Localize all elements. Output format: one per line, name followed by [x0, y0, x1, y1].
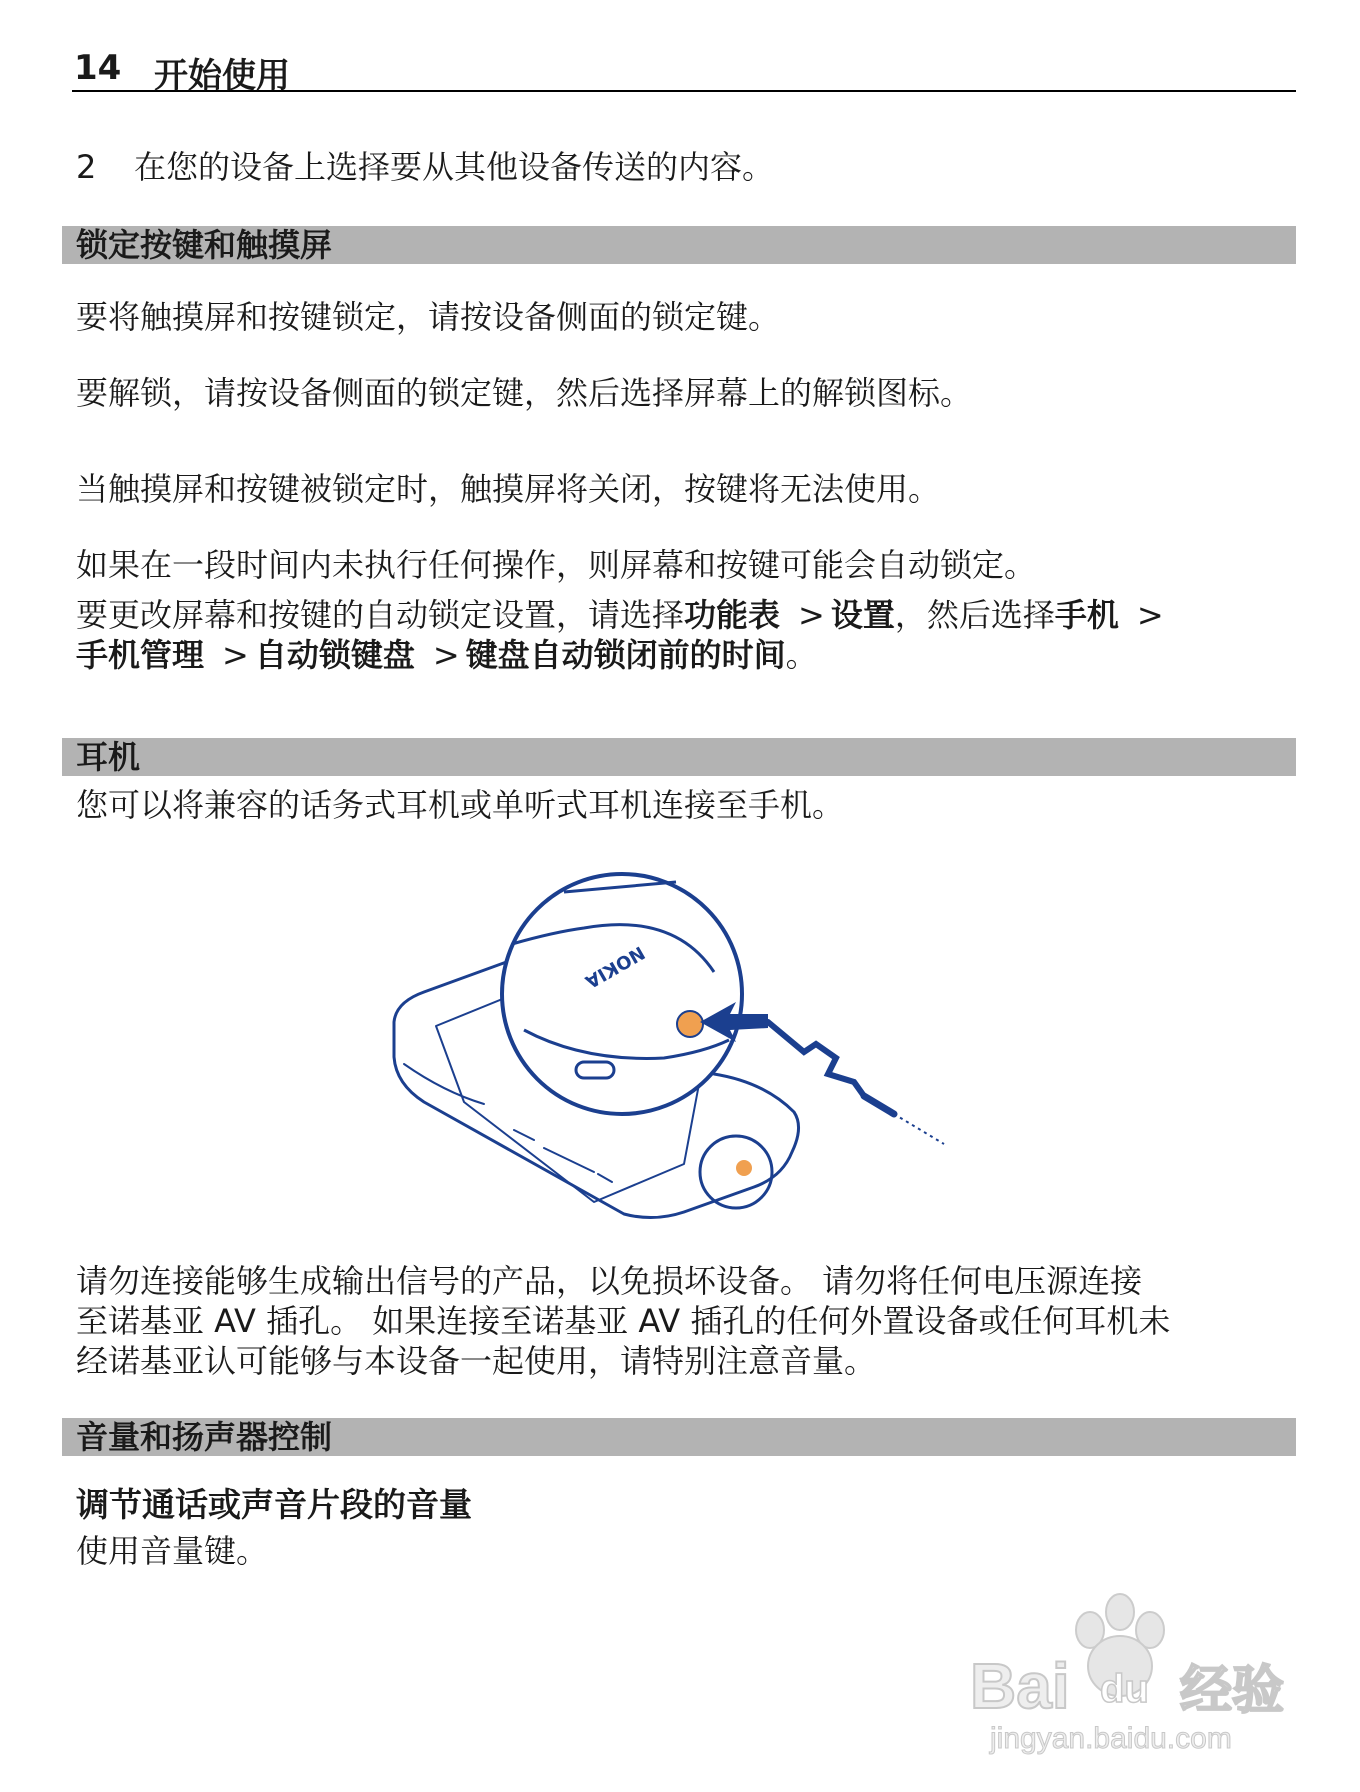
- menu-path-phone-management: 手机管理: [76, 636, 205, 674]
- headset-connection-illustration: [384, 852, 984, 1252]
- menu-path-delay: 键盘自动锁闭前的时间: [465, 636, 786, 674]
- autolock-settings-middle: ，然后选择: [894, 596, 1055, 634]
- page-number: 14: [74, 48, 122, 88]
- menu-path-menu: 功能表: [684, 596, 781, 634]
- menu-path-settings: 设置: [830, 596, 895, 634]
- headset-jack-small: [736, 1160, 752, 1176]
- path-separator: >: [432, 636, 460, 674]
- headset-paragraph: 您可以将兼容的话务式耳机或单听式耳机连接至手机。: [76, 786, 845, 824]
- page-header: [72, 48, 1296, 96]
- sentence-end: 。: [785, 636, 818, 674]
- baidu-jingyan-watermark: [960, 1590, 1290, 1760]
- autolock-settings-line-1: [76, 594, 1170, 636]
- unlock-paragraph: 要解锁，请按设备侧面的锁定键，然后选择屏幕上的解锁图标。: [76, 374, 973, 412]
- warning-line-3: 经诺基亚认可能够与本设备一起使用，请特别注意音量。: [76, 1342, 877, 1380]
- section-heading-volume-text: 音量和扬声器控制: [76, 1418, 333, 1456]
- autolock-settings-intro: 要更改屏幕和按键的自动锁定设置，请选择: [76, 596, 685, 634]
- volume-paragraph: 使用音量键。: [76, 1532, 269, 1570]
- locked-state-paragraph: 当触摸屏和按键被锁定时，触摸屏将关闭，按键将无法使用。: [76, 470, 941, 508]
- warning-line-2: 至诺基亚 AV 插孔。 如果连接至诺基亚 AV 插孔的任何外置设备或任何耳机未: [76, 1302, 1171, 1340]
- menu-path-autolock: 自动锁键盘: [254, 636, 415, 674]
- autolock-settings-line-2: [76, 634, 818, 676]
- headset-plug: [768, 1022, 864, 1096]
- watermark-brand-du: du: [1100, 1667, 1149, 1711]
- menu-path-phone: 手机: [1054, 596, 1119, 634]
- path-separator: >: [798, 596, 825, 634]
- warning-line-1: 请勿连接能够生成输出信号的产品，以免损坏设备。 请勿将任何电压源连接: [76, 1262, 1143, 1300]
- watermark-url: jingyan.baidu.com: [990, 1722, 1232, 1755]
- step-number: 2: [76, 148, 97, 186]
- watermark-brand: Bai: [970, 1650, 1070, 1722]
- section-heading-lock-text: 锁定按键和触摸屏: [76, 226, 333, 264]
- section-heading-volume: [62, 1418, 1296, 1456]
- section-heading-headset: [62, 738, 1296, 776]
- magnifier-circle: [502, 874, 742, 1114]
- nokia-brand-label: NOKIA: [581, 941, 649, 993]
- chapter-title: 开始使用: [154, 56, 290, 96]
- step-text: 在您的设备上选择要从其他设备传送的内容。: [134, 148, 775, 186]
- path-separator: >: [222, 636, 249, 674]
- section-heading-lock: [62, 226, 1296, 264]
- av-jack: [677, 1011, 703, 1037]
- volume-subheading: 调节通话或声音片段的音量: [76, 1485, 472, 1524]
- lock-paragraph-1: 要将触摸屏和按键锁定，请按设备侧面的锁定键。: [76, 298, 781, 336]
- watermark-jingyan: 经验: [1180, 1661, 1285, 1721]
- autolock-paragraph: 如果在一段时间内未执行任何操作，则屏幕和按键可能会自动锁定。: [76, 546, 1037, 584]
- section-heading-headset-text: 耳机: [76, 738, 141, 776]
- path-separator: >: [1136, 596, 1164, 634]
- headset-jack-ring: [700, 1136, 772, 1208]
